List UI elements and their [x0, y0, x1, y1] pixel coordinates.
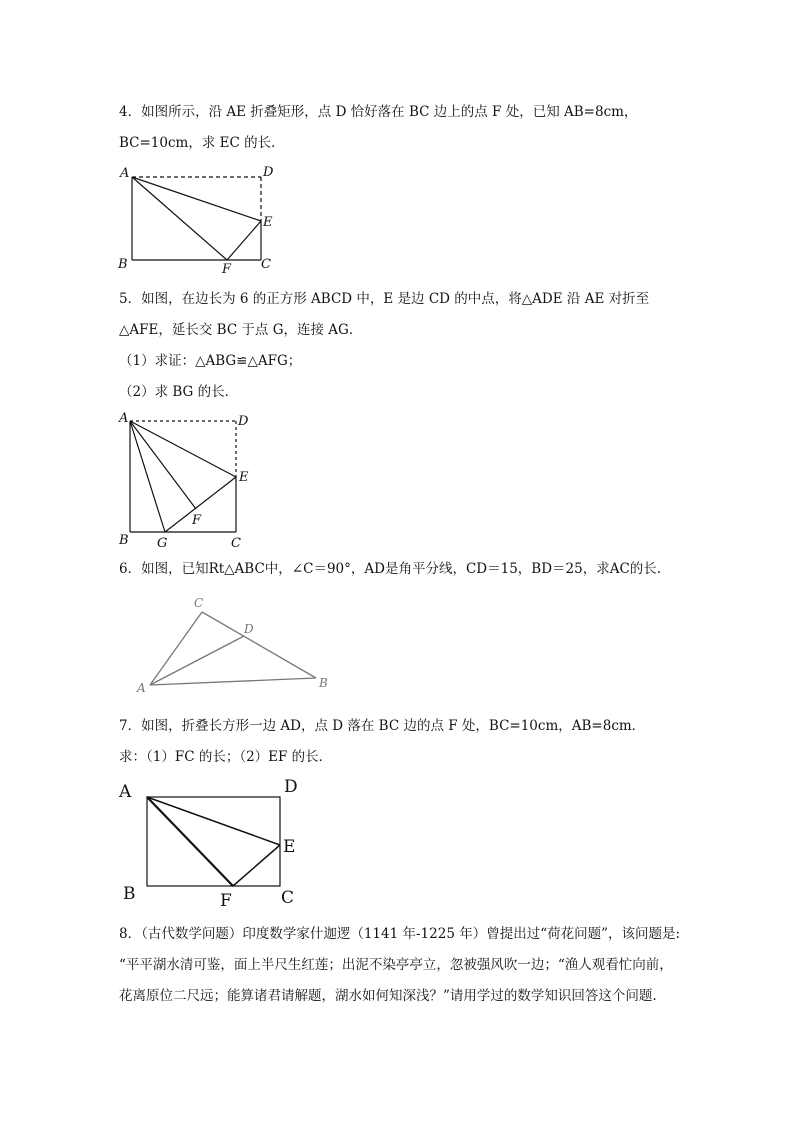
q4-label-D: D	[263, 165, 274, 180]
q6-figure	[130, 592, 340, 700]
q5-label-D: D	[238, 414, 249, 429]
q4-label-C: C	[261, 257, 271, 272]
q7-label-B: B	[123, 884, 136, 904]
q5-edge-AE	[130, 421, 236, 477]
q6-label-A: A	[137, 681, 146, 695]
q4-edge-FE	[227, 221, 261, 260]
q6-label-B: B	[319, 676, 328, 690]
q7-text-line1: 7．如图，折叠长方形一边 AD，点 D 落在 BC 边的点 F 处，BC=10cm，AB=8cm．	[119, 718, 646, 734]
q5-edge-AF	[130, 421, 196, 509]
q7-label-A: A	[119, 782, 132, 802]
q5-edge-AG	[130, 421, 165, 532]
q7-figure	[110, 775, 310, 910]
q6-label-D: D	[244, 622, 254, 636]
q7-rectangle	[147, 797, 280, 886]
q5-text-line2: △AFE，延长交 BC 于点 G，连接 AG．	[119, 322, 363, 338]
q4-label-F: F	[222, 262, 232, 277]
q5-label-E: E	[239, 470, 249, 485]
q5-text-line3: （1）求证：△ABG≌△AFG；	[119, 353, 302, 369]
q4-label-E: E	[263, 215, 273, 230]
q4-edge-AE	[132, 177, 261, 221]
q4-text-line1: 4．如图所示，沿 AE 折叠矩形，点 D 恰好落在 BC 边上的点 F 处，已知 AB=8cm，	[119, 104, 638, 120]
q5-text-line4: （2）求 BG 的长．	[119, 384, 239, 400]
q6-text-line1: 6．如图，已知Rt△ABC中，∠C＝90°，AD是角平分线，CD＝15，BD＝25，求AC的长.	[119, 561, 662, 577]
q5-figure	[110, 408, 270, 553]
q5-label-G: G	[157, 536, 168, 551]
q6-edge-AB	[150, 678, 316, 685]
q7-edge-AE	[147, 797, 280, 845]
q4-figure	[110, 160, 280, 280]
q7-edge-AF	[147, 797, 233, 886]
q4-label-B: B	[118, 257, 128, 272]
q7-label-E: E	[283, 837, 296, 857]
q5-label-A: A	[119, 411, 129, 426]
q5-label-F: F	[192, 513, 202, 528]
q4-edge-AF	[132, 177, 227, 260]
q8-text-line1: 8．（古代数学问题）印度数学家什迦逻（1141 年-1225 年）曾提出过“荷花问题”，该问题是:	[119, 926, 681, 942]
q7-edge-FE	[233, 845, 280, 886]
q6-edge-AD	[150, 636, 244, 685]
q7-label-D: D	[284, 777, 298, 797]
q4-text-line2: BC=10cm，求 EC 的长．	[119, 135, 285, 151]
q5-label-C: C	[231, 536, 241, 551]
q8-text-line2: “平平湖水清可鉴，面上半尺生红莲；出泥不染亭亭立，忽被强风吹一边；“渔人观看忙向前，	[119, 957, 673, 973]
q6-edge-CA	[150, 612, 202, 685]
q8-text-line3: 花离原位二尺远；能算诸君请解题，湖水如何知深浅？”请用学过的数学知识回答这个问题.	[119, 988, 657, 1004]
q7-text-line2: 求：（1）FC 的长；（2）EF 的长．	[119, 749, 333, 765]
q5-label-B: B	[119, 533, 129, 548]
q5-text-line1: 5．如图，在边长为 6 的正方形 ABCD 中，E 是边 CD 的中点，将△ADE 沿 AE 对折至	[119, 291, 650, 307]
q7-label-F: F	[220, 891, 232, 911]
q7-label-C: C	[281, 888, 295, 908]
q4-label-A: A	[120, 166, 130, 181]
q6-edge-CB	[202, 612, 316, 678]
q6-label-C: C	[194, 596, 204, 610]
